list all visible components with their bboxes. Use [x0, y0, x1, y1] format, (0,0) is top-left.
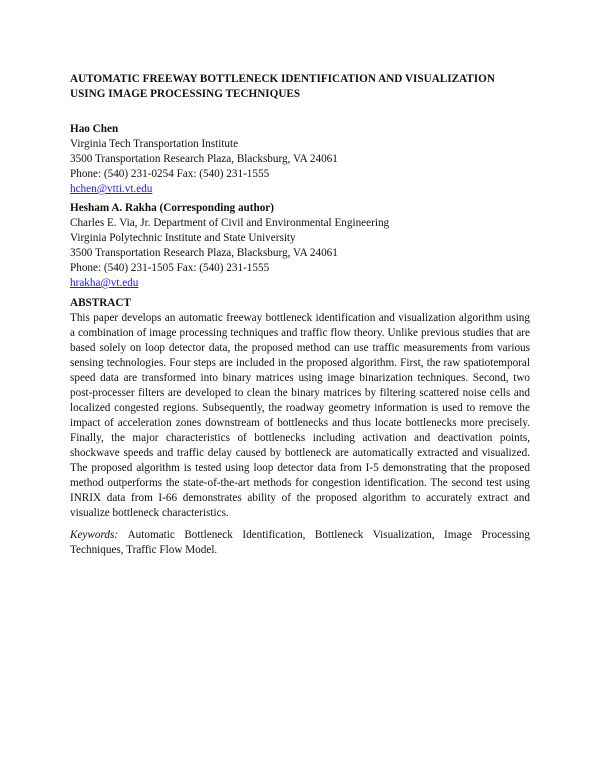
abstract-body: This paper develops an automatic freeway bottleneck identification and visualization algorithm using a combination of image processing techniques and traffic flow theory. Unlike previous studies that are based solely on loop detector data, the proposed method can use traffic measurements from various sensing technologies. Four steps are included in the proposed algorithm. First, the raw spatiotemporal speed data are transformed into binary matrices using image binarization techniques. Second, two post-processer filters are developed to clean the binary matrices by filtering scattered noise cells and localized congested regions. Subsequently, the roadway geometry information is used to remove the impact of acceleration zones downstream of bottlenecks and thus locate bottlenecks more precisely. Finally, the major characteristics of bottlenecks including activation and deactivation points, shockwave speeds and traffic delay caused by bottleneck are automatically extracted and visualized. The proposed algorithm is tested using loop detector data from I-5 demonstrating that the proposed method outperforms the state-of-the-art methods for congestion identification. The second test using INRIX data from I-66 demonstrates ability of the proposed algorithm to accurately extract and visualize bottleneck characteristics.	[70, 312, 530, 519]
author-address: 3500 Transportation Research Plaza, Blacksburg, VA 24061	[70, 153, 338, 165]
author-name: Hao Chen	[70, 123, 119, 135]
author-email-link[interactable]: hchen@vtti.vt.edu	[70, 183, 153, 195]
paper-title	[70, 72, 540, 102]
author-block-chen	[70, 122, 540, 197]
keywords-text: Automatic Bottleneck Identification, Bottleneck Visualization, Image Processing Techniques, Traffic Flow Model.	[70, 529, 530, 556]
author-block-rakha	[70, 201, 540, 291]
author-phone-fax: Phone: (540) 231-0254 Fax: (540) 231-1555	[70, 168, 270, 180]
keywords-paragraph	[70, 528, 530, 558]
author-affiliation: Virginia Polytechnic Institute and State University	[70, 232, 296, 244]
author-name: Hesham A. Rakha (Corresponding author)	[70, 202, 274, 214]
author-email-link[interactable]: hrakha@vt.edu	[70, 277, 139, 289]
abstract-heading: ABSTRACT	[70, 297, 131, 309]
title-line-1: AUTOMATIC FREEWAY BOTTLENECK IDENTIFICATION AND VISUALIZATION	[70, 73, 495, 85]
author-affiliation: Virginia Tech Transportation Institute	[70, 138, 239, 150]
title-line-2: USING IMAGE PROCESSING TECHNIQUES	[70, 88, 301, 100]
keywords-label: Keywords:	[70, 529, 128, 541]
author-phone-fax: Phone: (540) 231-1505 Fax: (540) 231-1555	[70, 262, 270, 274]
author-department: Charles E. Via, Jr. Department of Civil and Environmental Engineering	[70, 217, 390, 229]
author-address: 3500 Transportation Research Plaza, Blacksburg, VA 24061	[70, 247, 338, 259]
